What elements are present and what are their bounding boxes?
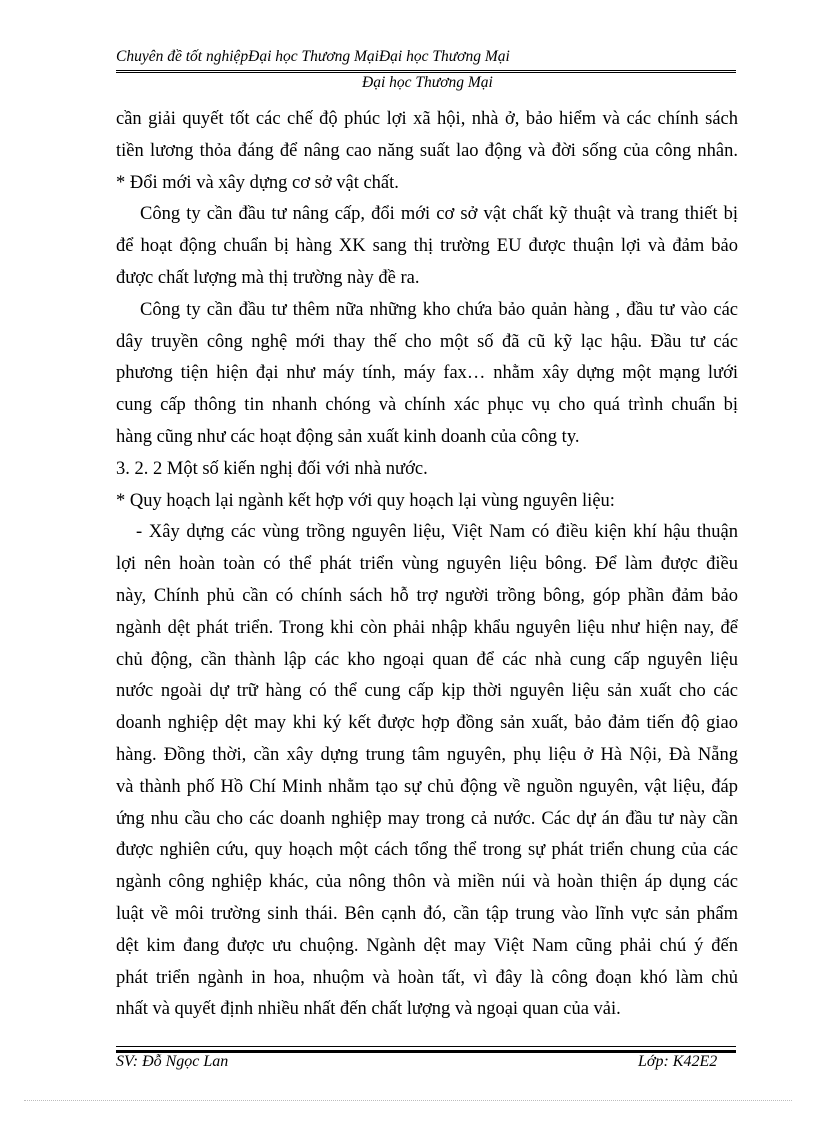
body-line: này, Chính phủ cần có chính sách hỗ trợ người trồng bông, góp phần đảm bảo: [116, 585, 738, 606]
header-subtitle: Đại học Thương Mại: [362, 74, 493, 91]
header-rule: [116, 70, 736, 73]
footer-rule: [116, 1046, 736, 1047]
body-line: phát triển ngành in hoa, nhuộm và hoàn tất, vì đây là công đoạn khó làm chủ: [116, 967, 738, 988]
body-line: ngành dệt phát triển. Trong khi còn phải nhập khẩu nguyên liệu như hiện nay, để: [116, 617, 738, 638]
body-line: tiền lương thỏa đáng để nâng cao năng suất lao động và đời sống của công nhân.: [116, 140, 738, 161]
body-line: cần giải quyết tốt các chế độ phúc lợi xã hội, nhà ở, bảo hiểm và các chính sách: [116, 109, 738, 129]
body-line: nhất và quyết định nhiều nhất đến chất lượng và ngoại quan của vải.: [116, 999, 621, 1020]
body-line: doanh nghiệp dệt may khi ký kết được hợp đồng sản xuất, bảo đảm tiến độ giao: [116, 713, 738, 734]
bullet-heading: * Đổi mới và xây dựng cơ sở vật chất.: [116, 172, 399, 193]
body-line: luật về môi trường sinh thái. Bên cạnh đó, cần tập trung vào lĩnh vực sản phẩm: [116, 903, 738, 924]
body-line: ngành công nghiệp khác, của nông thôn và miền núi và hoàn thiện áp dụng các: [116, 872, 738, 893]
bullet-heading: * Quy hoạch lại ngành kết hợp với quy hoạch lại vùng nguyên liệu:: [116, 490, 615, 511]
section-heading: 3. 2. 2 Một số kiến nghị đối với nhà nước.: [116, 458, 428, 479]
body-line: hàng cũng như các hoạt động sản xuất kinh doanh của công ty.: [116, 426, 580, 447]
body-line: được nghiên cứu, quy hoạch một cách tổng thể trong sự phát triển chung của các: [116, 840, 738, 861]
body-line: dệt kim đang được ưu chuộng. Ngành dệt may Việt Nam cũng phải chú ý đến: [116, 935, 738, 956]
body-text: [116, 104, 738, 1026]
body-line: nước ngoài dự trữ hàng có thể cung cấp kịp thời nguyên liệu sản xuất cho các: [116, 681, 738, 702]
body-line: lợi nên hoàn toàn có thể phát triển vùng nguyên liệu bông. Để làm được điều: [116, 554, 738, 575]
body-line: phương tiện hiện đại như máy tính, máy fax… nhằm xây dựng một mạng lưới: [116, 363, 738, 384]
header-title: Chuyên đề tốt nghiệpĐại học Thương MạiĐại học Thương Mại: [116, 48, 510, 65]
body-line: dây truyền công nghệ mới thay thế cho một số đã cũ kỹ lạc hậu. Đầu tư các: [116, 331, 738, 352]
body-line: được chất lượng mà thị trường này đề ra.: [116, 267, 420, 288]
body-line: và thành phố Hồ Chí Minh nhằm tạo sự chủ động về nguồn nguyên, vật liệu, đáp: [116, 776, 738, 797]
body-line: để hoạt động chuẩn bị hàng XK sang thị trường EU được thuận lợi và đảm bảo: [116, 236, 738, 257]
body-line: ứng nhu cầu cho các doanh nghiệp may trong cả nước. Các dự án đầu tư này cần: [116, 808, 738, 829]
page-break-line: [24, 1100, 792, 1101]
body-line: hàng. Đồng thời, cần xây dựng trung tâm nguyên, phụ liệu ở Hà Nội, Đà Nẵng: [116, 744, 738, 765]
footer-student: SV: Đỗ Ngọc Lan: [116, 1053, 229, 1070]
body-line: chủ động, cần thành lập các kho ngoại quan để các nhà cung cấp nguyên liệu: [116, 649, 738, 670]
body-line: cung cấp thông tin nhanh chóng và chính xác phục vụ cho quá trình chuẩn bị: [116, 395, 738, 416]
body-line: - Xây dựng các vùng trồng nguyên liệu, Việt Nam có điều kiện khí hậu thuận: [136, 522, 738, 543]
footer-class: Lớp: K42E2: [638, 1053, 718, 1070]
body-line: Công ty cần đầu tư thêm nữa những kho chứa bảo quản hàng , đầu tư vào các: [140, 299, 738, 320]
body-line: Công ty cần đầu tư nâng cấp, đổi mới cơ sở vật chất kỹ thuật và trang thiết bị: [140, 204, 738, 225]
